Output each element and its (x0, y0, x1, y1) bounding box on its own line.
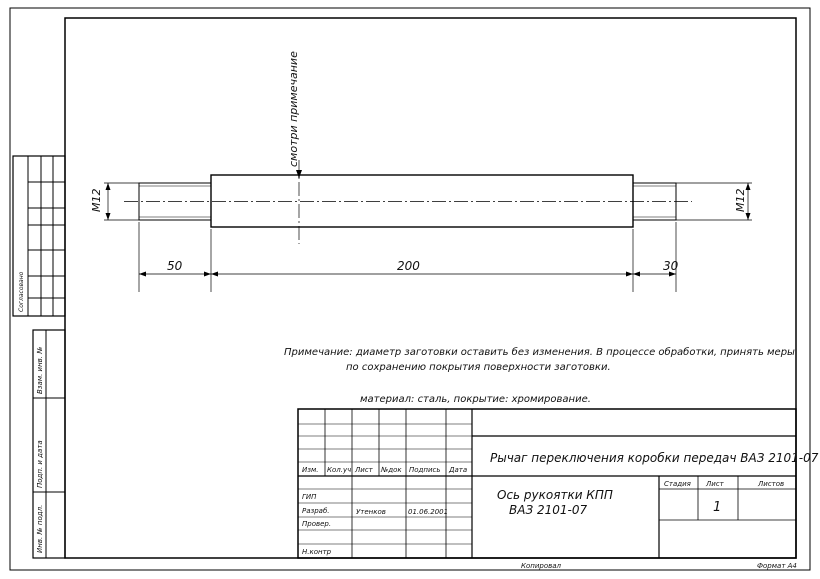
part-name-1: Ось рукоятки КПП (497, 488, 613, 502)
note-line-2: по сохранению покрытия поверхности заготовки. (346, 362, 611, 373)
hdr-kol: Кол.уч (327, 466, 352, 474)
footer-format: Формат А4 (757, 562, 797, 570)
role-gip: ГИП (302, 493, 317, 501)
side-podp-data: Подп. и дата (36, 440, 44, 488)
dim-right-thread: M12 (734, 188, 747, 212)
part-name-2: ВАЗ 2101-07 (509, 503, 588, 517)
shaft-drawing (124, 160, 692, 244)
side-vzam-inv: Взам. инв. № (36, 346, 44, 394)
role-nkontr: Н.контр (302, 548, 332, 556)
doc-title: Рычаг переключения коробки передач ВАЗ 2101-07 (490, 451, 819, 465)
hdr-izm: Изм. (302, 466, 319, 474)
dim-len-mid: 200 (397, 259, 420, 273)
note-material: материал: сталь, покрытие: хромирование. (360, 394, 591, 405)
col-listov: Листов (758, 480, 785, 488)
arrow-head (746, 213, 751, 220)
arrow-head (106, 213, 111, 220)
role-razrab: Разраб. (302, 507, 330, 515)
sheet-number: 1 (713, 500, 722, 515)
hdr-podp: Подпись (409, 466, 441, 474)
dim-len-left: 50 (167, 259, 183, 273)
author-date: 01.06.2001 (408, 508, 449, 516)
side-soglasovano: Согласовано (18, 271, 25, 312)
leader-arrow (296, 170, 302, 178)
hdr-list: Лист (355, 466, 373, 474)
dim-lengths (139, 222, 676, 292)
dim-left-thread: M12 (90, 188, 103, 212)
arrow-head (106, 183, 111, 190)
hdr-data: Дата (449, 466, 468, 474)
main-frame (65, 18, 796, 558)
hdr-ndok: №док (381, 466, 402, 474)
author-name: Утенков (356, 508, 386, 516)
col-list: Лист (706, 480, 724, 488)
note-line-1: Примечание: диаметр заготовки оставить без изменения. В процессе обработки, принять меры (284, 347, 795, 358)
footer-kopiroval: Копировал (521, 562, 561, 570)
col-stadia: Стадия (664, 480, 691, 488)
role-prover: Провер. (302, 520, 332, 528)
dim-len-right: 30 (663, 259, 679, 273)
side-inv-podl: Инв. № подл. (36, 504, 44, 553)
leader-note: смотри примечание (287, 51, 300, 167)
